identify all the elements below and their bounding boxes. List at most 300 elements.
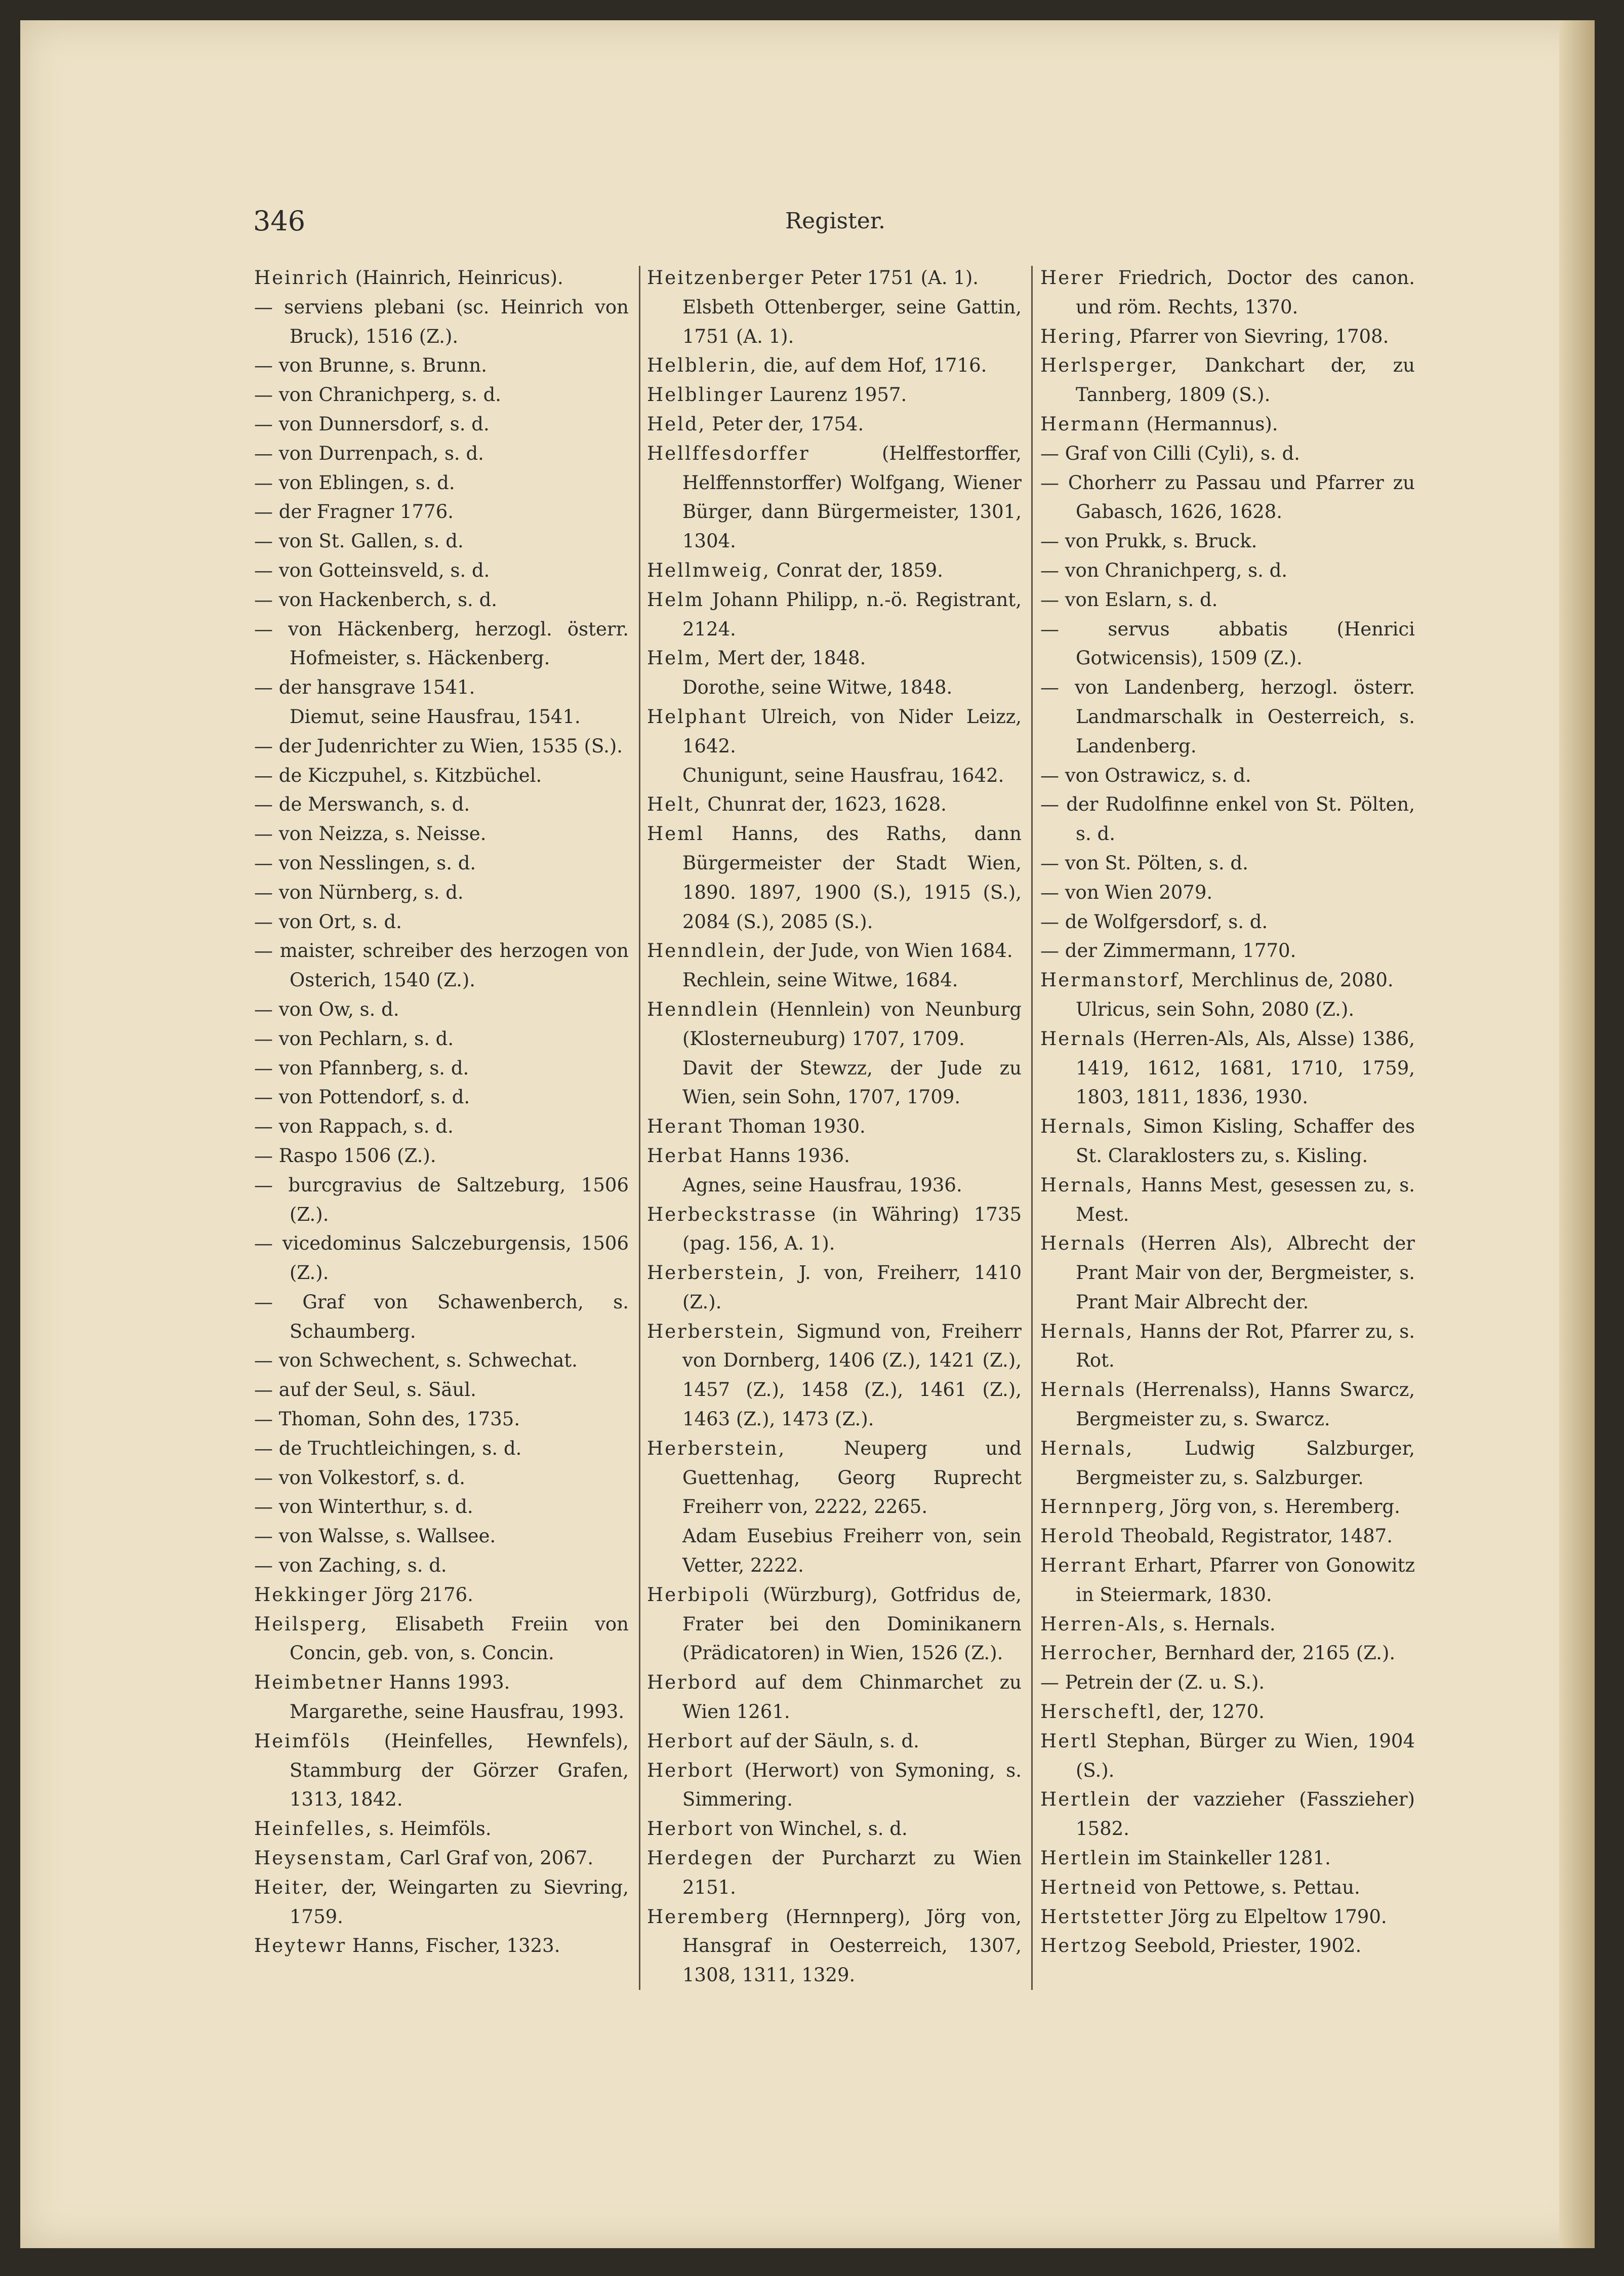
entry-text: Margarethe, seine Hausfrau, 1993. [290,1701,625,1723]
entry-text: — von Pottendorf, s. d. [254,1086,470,1108]
entry-headword: Henndlein, [647,940,767,962]
entry-text: — von Landenberg, herzogl. österr. Landmarschalk in Oesterreich, s. Landenberg. [1040,676,1415,757]
index-entry [254,410,629,439]
entry-text: — von Wien 2079. [1040,881,1213,903]
index-entry [1040,878,1415,907]
index-entry [1040,351,1415,410]
entry-text: — von Pechlarn, s. d. [254,1027,454,1050]
entry-text: — der hansgrave 1541. [254,676,475,699]
index-entry [647,293,1022,351]
entry-text: Diemut, seine Hausfrau, 1541. [290,705,581,728]
index-entry [254,527,629,556]
index-entry [254,1463,629,1493]
index-entry [1040,1785,1415,1844]
entry-headword: Hernals [1040,1379,1126,1401]
entry-text: — de Merswanch, s. d. [254,793,470,816]
entry-headword: Hernals, [1040,1437,1134,1459]
index-entry [254,732,629,761]
entry-text: (Hennlein) von Neunburg (Klosterneuburg) 1707, 1709. [682,998,1022,1050]
entry-text: Carl Graf von, 2067. [399,1847,594,1869]
entry-headword: Herren-Als, [1040,1613,1167,1635]
entry-text: — servus abbatis (Henrici Gotwicensis), 1509 (Z.). [1040,618,1415,669]
entry-text: auf dem Chinmarchet zu Wien 1261. [682,1671,1022,1723]
index-entry [254,673,629,702]
entry-headword: Helblerin, [647,354,758,377]
entry-text: — von Volkestorf, s. d. [254,1466,465,1489]
entry-text: s. Hernals. [1172,1613,1276,1635]
index-entry [647,673,1022,702]
index-entry [647,1727,1022,1756]
entry-headword: Helm [647,588,705,611]
entry-text: Jörg 2176. [374,1583,473,1606]
entry-text: — der Zimmermann, 1770. [1040,940,1296,962]
index-entry [254,1171,629,1229]
entry-headword: Heitzenberger [647,267,805,289]
entry-text: Peter 1751 (A. 1). [810,267,979,289]
entry-headword: Heimföls [254,1730,351,1752]
index-entry [647,1112,1022,1141]
entry-text: — von Hackenberch, s. d. [254,588,498,611]
entry-text: — von Dunnersdorf, s. d. [254,413,490,435]
entry-text: — de Truchtleichingen, s. d. [254,1437,522,1459]
entry-text: Thoman 1930. [729,1115,866,1138]
entry-headword: Hellffesdorffer [647,442,810,464]
entry-text: Merchlinus de, 2080. [1191,969,1394,991]
entry-headword: Heremberg [647,1905,770,1928]
entry-text: Hanns, des Raths, dann Bürgermeister der Stadt Wien, 1890. 1897, 1900 (S.), 1915 (S.), 2084 (S.), 2085 (S.). [682,823,1022,933]
entry-headword: Heml [647,823,705,845]
entry-headword: Held, [647,413,706,435]
index-entry [254,585,629,615]
entry-text: — vicedominus Salczeburgensis, 1506 (Z.). [254,1232,629,1284]
running-head: Register. [785,208,885,234]
entry-text: — von Winterthur, s. d. [254,1496,473,1518]
entry-text: — von Schwechent, s. Schwechat. [254,1349,578,1372]
entry-text: Laurenz 1957. [769,384,907,406]
index-entry [1040,1024,1415,1112]
index-entry [1040,585,1415,615]
index-entry [254,1727,629,1814]
page-number: 346 [253,205,306,237]
index-entry [254,1697,629,1727]
entry-text: Pfarrer von Sievring, 1708. [1129,325,1389,347]
index-entry [1040,322,1415,351]
index-entry [647,380,1022,410]
entry-text: — der Rudolfinne enkel von St. Pölten, s. d. [1040,793,1415,845]
index-entry [1040,1873,1415,1902]
entry-text: — von St. Gallen, s. d. [254,530,464,552]
index-entry [647,439,1022,556]
entry-headword: Hernals, [1040,1174,1134,1196]
entry-headword: Herbort [647,1818,734,1840]
entry-text: im Stainkeller 1281. [1137,1847,1331,1869]
index-entry [254,1492,629,1522]
index-entry [647,644,1022,673]
entry-text: auf der Säuln, s. d. [740,1730,919,1752]
index-entry [254,761,629,790]
entry-text: Chunrat der, 1623, 1628. [707,793,947,816]
index-entry [1040,1610,1415,1639]
index-entry [647,1258,1022,1317]
entry-headword: Hertlein [1040,1847,1132,1869]
entry-text: Hanns der Rot, Pfarrer zu, s. Rot. [1076,1320,1415,1372]
entry-text: — von Chranichperg, s. d. [254,384,502,406]
entry-text: — Graf von Schawenberch, s. Schaumberg. [254,1291,629,1342]
entry-text: — von Brunne, s. Brunn. [254,354,487,377]
index-entry [647,1317,1022,1434]
index-entry [1040,527,1415,556]
index-entry [254,1405,629,1434]
index-entry [254,1873,629,1932]
entry-text: — von Chranichperg, s. d. [1040,559,1288,581]
entry-text: Simon Kisling, Schaffer des St. Claraklosters zu, s. Kisling. [1076,1115,1415,1167]
entry-text: — Petrein der (Z. u. S.). [1040,1671,1265,1694]
entry-text: Bernhard der, 2165 (Z.). [1164,1642,1396,1664]
entry-headword: Herberstein, [647,1320,786,1342]
entry-headword: Hertl [1040,1730,1098,1752]
index-entry [254,615,629,673]
entry-headword: Heysenstam, [254,1847,394,1869]
index-entry [1040,1931,1415,1961]
entry-text: — von Häckenberg, herzogl. österr. Hofmeister, s. Häckenberg. [254,618,629,669]
entry-text: Hanns, Fischer, 1323. [352,1935,560,1957]
index-entry [1040,1551,1415,1610]
index-entry [1040,1171,1415,1229]
entry-text: Stephan, Bürger zu Wien, 1904 (S.). [1076,1730,1415,1781]
entry-text: — von Eslarn, s. d. [1040,588,1218,611]
entry-text: — Graf von Cilli (Cyli), s. d. [1040,442,1300,464]
entry-text: (Heinfelles, Hewnfels), Stammburg der Görzer Grafen, 1313, 1842. [290,1730,629,1811]
entry-text: Neuperg und Guettenhag, Georg Ruprecht Freiherr von, 2222, 2265. [682,1437,1022,1518]
entry-text: von Winchel, s. d. [740,1818,908,1840]
entry-text: Rechlein, seine Witwe, 1684. [682,969,958,991]
entry-text: Sigmund von, Freiherr von Dornberg, 1406 (Z.), 1421 (Z.), 1457 (Z.), 1458 (Z.), 1461 (Z.), 1463 (Z.), 1473 (Z.). [682,1320,1022,1430]
entry-text: Ulreich, von Nider Leizz, 1642. [682,705,1022,757]
index-entry [1040,439,1415,468]
entry-headword: Heiter, [254,1876,330,1898]
entry-text: Elisabeth Freiin von Concin, geb. von, s. Concin. [290,1613,629,1664]
entry-headword: Hertstetter [1040,1905,1164,1928]
entry-headword: Herbort [647,1759,734,1781]
index-entry [647,1844,1022,1902]
entry-headword: Herold [1040,1525,1115,1547]
index-entry [254,1844,629,1873]
entry-headword: Hernals [1040,1027,1126,1050]
entry-text: Theobald, Registrator, 1487. [1121,1525,1393,1547]
index-entry [647,1756,1022,1815]
index-entry [254,1434,629,1463]
index-entry [254,1522,629,1551]
entry-text: (Würzburg), Gotfridus de, Frater bei den Dominikanern (Prädicatoren) in Wien, 1526 (Z.). [682,1583,1022,1664]
entry-headword: Herbat [647,1144,723,1167]
index-entry [254,1288,629,1346]
entry-text: — von Ostrawicz, s. d. [1040,764,1251,786]
index-entry [1040,263,1415,322]
entry-headword: Hertlein [1040,1788,1132,1811]
entry-text: Ulricus, sein Sohn, 2080 (Z.). [1076,998,1355,1020]
index-entry [254,1814,629,1844]
index-entry [1040,1844,1415,1873]
entry-headword: Hernals, [1040,1320,1134,1342]
entry-text: — von Zaching, s. d. [254,1554,447,1577]
index-entry [254,1931,629,1961]
index-entry [254,1610,629,1668]
entry-text: — von Eblingen, s. d. [254,471,455,494]
index-entry [647,819,1022,936]
entry-headword: Herscheftl, [1040,1701,1163,1723]
index-entry [254,1668,629,1697]
entry-text: (Hernnperg), Jörg von, Hansgraf in Oesterreich, 1307, 1308, 1311, 1329. [682,1905,1022,1986]
index-entry [1040,1375,1415,1434]
entry-headword: Helt, [647,793,702,816]
index-entry [254,556,629,585]
entry-headword: Herrant [1040,1554,1127,1577]
entry-text: Jörg zu Elpeltow 1790. [1170,1905,1387,1928]
index-entry [647,410,1022,439]
entry-text: — von Pfannberg, s. d. [254,1057,469,1079]
index-entry [647,966,1022,995]
index-entry [647,351,1022,380]
index-entry [254,819,629,849]
entry-text: — der Judenrichter zu Wien, 1535 (S.). [254,735,623,757]
index-entry [647,761,1022,790]
index-entry [647,1814,1022,1844]
index-entry [1040,1229,1415,1316]
entry-headword: Helphant [647,705,748,728]
index-entry [254,995,629,1024]
index-entry [254,1024,629,1054]
entry-headword: Herbeckstrasse [647,1203,818,1225]
index-entry [1040,615,1415,673]
entry-headword: Helm, [647,647,712,669]
index-entry [1040,936,1415,966]
entry-headword: Hekkinger [254,1583,368,1606]
entry-text: s. Heimföls. [379,1818,492,1840]
entry-headword: Herbord [647,1671,739,1694]
index-entry [254,1580,629,1610]
index-entry [1040,1112,1415,1171]
entry-text: — maister, schreiber des herzogen von Osterich, 1540 (Z.). [254,940,629,991]
index-entry [647,1522,1022,1580]
entry-text: — burcgravius de Saltzeburg, 1506 (Z.). [254,1174,629,1225]
entry-text: der vazzieher (Fasszieher) 1582. [1076,1788,1415,1840]
entry-text: der Purcharzt zu Wien 2151. [682,1847,1022,1898]
index-entry [1040,468,1415,527]
index-entry [1040,1317,1415,1376]
entry-headword: Hertneid [1040,1876,1138,1898]
entry-text: (Herren-Als, Als, Alsse) 1386, 1419, 1612, 1681, 1710, 1759, 1803, 1811, 1836, 1930. [1076,1027,1415,1108]
entry-text: — der Fragner 1776. [254,501,454,523]
entry-text: Friedrich, Doctor des canon. und röm. Rechts, 1370. [1076,267,1415,318]
entry-text: Hanns 1936. [729,1144,850,1167]
index-entry [254,790,629,819]
index-entry [647,585,1022,644]
entry-text: — von St. Pölten, s. d. [1040,852,1248,874]
entry-text: — Raspo 1506 (Z.). [254,1144,436,1167]
index-entry [254,936,629,995]
index-entry [1040,907,1415,937]
entry-headword: Herer [1040,267,1105,289]
index-entry [1040,761,1415,790]
entry-text: — von Rappach, s. d. [254,1115,454,1138]
entry-headword: Herberstein, [647,1262,786,1284]
index-entry [254,1054,629,1083]
index-entry [254,1083,629,1112]
index-entry [1040,1639,1415,1668]
entry-headword: Hertzog [1040,1935,1128,1957]
index-entry [1040,410,1415,439]
entry-headword: Hernals, [1040,1115,1134,1138]
entry-text: (Hainrich, Heinricus). [355,267,563,289]
entry-text: Hanns Mest, gesessen zu, s. Mest. [1076,1174,1415,1225]
index-entry [1040,1668,1415,1697]
entry-headword: Heimbetner [254,1671,383,1694]
entry-text: der, 1270. [1169,1701,1265,1723]
entry-text: Adam Eusebius Freiherr von, sein Vetter, 2222. [682,1525,1022,1577]
entry-text: Jörg von, s. Heremberg. [1172,1496,1400,1518]
index-entry [254,351,629,380]
index-entry [647,263,1022,293]
column-rule [1031,266,1033,1990]
index-entry [1040,1697,1415,1727]
entry-headword: Herlsperger, [1040,354,1179,377]
entry-text: Dankchart der, zu Tannberg, 1809 (S.). [1076,354,1415,406]
index-entry [254,1229,629,1288]
entry-text: Erhart, Pfarrer von Gonowitz in Steiermark, 1830. [1076,1554,1415,1606]
entry-text: (Herwort) von Symoning, s. Simmering. [682,1759,1022,1811]
entry-text: — von Walsse, s. Wallsee. [254,1525,496,1547]
entry-headword: Helblinger [647,384,764,406]
entry-headword: Hermann [1040,413,1141,435]
index-entry [1040,1522,1415,1551]
entry-text: (Herrenalss), Hanns Swarcz, Bergmeister zu, s. Swarcz. [1076,1379,1415,1430]
entry-text: — von Gotteinsveld, s. d. [254,559,490,581]
entry-text: — auf der Seul, s. Säul. [254,1379,476,1401]
entry-headword: Herbipoli [647,1583,750,1606]
index-entry [647,1580,1022,1668]
index-entry [647,1668,1022,1727]
entry-text: Ludwig Salzburger, Bergmeister zu, s. Salzburger. [1076,1437,1415,1489]
index-entry [254,1375,629,1405]
index-entry [647,1200,1022,1259]
index-entry [647,1434,1022,1522]
entry-text: Hanns 1993. [389,1671,510,1694]
entry-text: — von Durrenpach, s. d. [254,442,484,464]
index-entry [1040,1902,1415,1932]
index-entry [1040,1492,1415,1522]
column-rule [639,266,640,1990]
entry-headword: Heytewr [254,1935,347,1957]
page-header [253,205,1417,251]
index-entry [647,790,1022,819]
entry-text: — Chorherr zu Passau und Pfarrer zu Gabasch, 1626, 1628. [1040,471,1415,523]
entry-text: der, Weingarten zu Sievring, 1759. [290,1876,629,1928]
entry-headword: Herant [647,1115,723,1138]
index-entry [647,556,1022,585]
entry-text: — von Nesslingen, s. d. [254,852,476,874]
index-entry [254,380,629,410]
index-entry [254,293,629,351]
register-column-1 [254,263,629,1961]
entry-headword: Herrocher, [1040,1642,1159,1664]
index-entry [254,1112,629,1141]
entry-text: (Herren Als), Albrecht der Prant Mair von der, Bergmeister, s. Prant Mair Albrecht der. [1076,1232,1415,1313]
index-entry [1040,556,1415,585]
index-entry [647,1141,1022,1171]
entry-text: Chunigunt, seine Hausfrau, 1642. [682,764,1004,786]
entry-headword: Herbort [647,1730,734,1752]
entry-text: Conrat der, 1859. [776,559,943,581]
entry-headword: Herberstein, [647,1437,786,1459]
entry-text: — de Wolfgersdorf, s. d. [1040,910,1268,933]
index-entry [647,995,1022,1054]
entry-text: Johann Philipp, n.-ö. Registrant, 2124. [682,588,1022,640]
entry-text: Mert der, 1848. [717,647,866,669]
entry-text: — von Ow, s. d. [254,998,399,1020]
index-entry [1040,1727,1415,1785]
index-entry [254,1346,629,1375]
entry-text: — Thoman, Sohn des, 1735. [254,1408,520,1430]
entry-text: Davit der Stewzz, der Jude zu Wien, sein Sohn, 1707, 1709. [682,1057,1022,1108]
index-entry [254,1551,629,1580]
entry-text: (Hermannus). [1146,413,1278,435]
entry-headword: Heinfelles, [254,1818,373,1840]
entry-headword: Herdegen [647,1847,754,1869]
entry-text: die, auf dem Hof, 1716. [763,354,987,377]
index-entry [254,849,629,878]
index-entry [1040,673,1415,761]
entry-text: — von Prukk, s. Bruck. [1040,530,1257,552]
index-entry [254,1141,629,1171]
register-column-2 [647,263,1022,1990]
index-entry [647,1054,1022,1112]
entry-headword: Heinrich [254,267,349,289]
index-entry [647,1902,1022,1990]
entry-text: — von Neizza, s. Neisse. [254,823,486,845]
entry-headword: Heilsperg, [254,1613,369,1635]
index-entry [254,468,629,498]
entry-text: der Jude, von Wien 1684. [773,940,1013,962]
entry-text: — von Nürnberg, s. d. [254,881,464,903]
entry-headword: Hering, [1040,325,1123,347]
index-entry [1040,966,1415,995]
index-entry [647,702,1022,761]
entry-text: Agnes, seine Hausfrau, 1936. [682,1174,962,1196]
page-spine-shadow [1559,20,1595,2248]
index-entry [254,878,629,907]
entry-text: — de Kiczpuhel, s. Kitzbüchel. [254,764,542,786]
entry-headword: Hermanstorf, [1040,969,1186,991]
index-entry [1040,995,1415,1024]
entry-headword: Hernnperg, [1040,1496,1166,1518]
entry-text: von Pettowe, s. Pettau. [1143,1876,1360,1898]
index-entry [1040,790,1415,849]
index-entry [1040,1434,1415,1493]
index-entry [1040,849,1415,878]
entry-headword: Hellmweig, [647,559,770,581]
entry-headword: Henndlein [647,998,759,1020]
entry-text: — von Ort, s. d. [254,910,402,933]
index-entry [254,907,629,937]
entry-text: Seebold, Priester, 1902. [1133,1935,1362,1957]
index-entry [254,702,629,732]
entry-text: (in Währing) 1735 (pag. 156, A. 1). [682,1203,1022,1255]
register-column-3 [1040,263,1415,1961]
entry-text: — serviens plebani (sc. Heinrich von Bruck), 1516 (Z.). [254,296,629,347]
index-entry [254,497,629,527]
entry-text: Peter der, 1754. [712,413,864,435]
entry-text: (Helffestorffer, Helffennstorffer) Wolfgang, Wiener Bürger, dann Bürgermeister, 1301, 1304. [682,442,1022,552]
